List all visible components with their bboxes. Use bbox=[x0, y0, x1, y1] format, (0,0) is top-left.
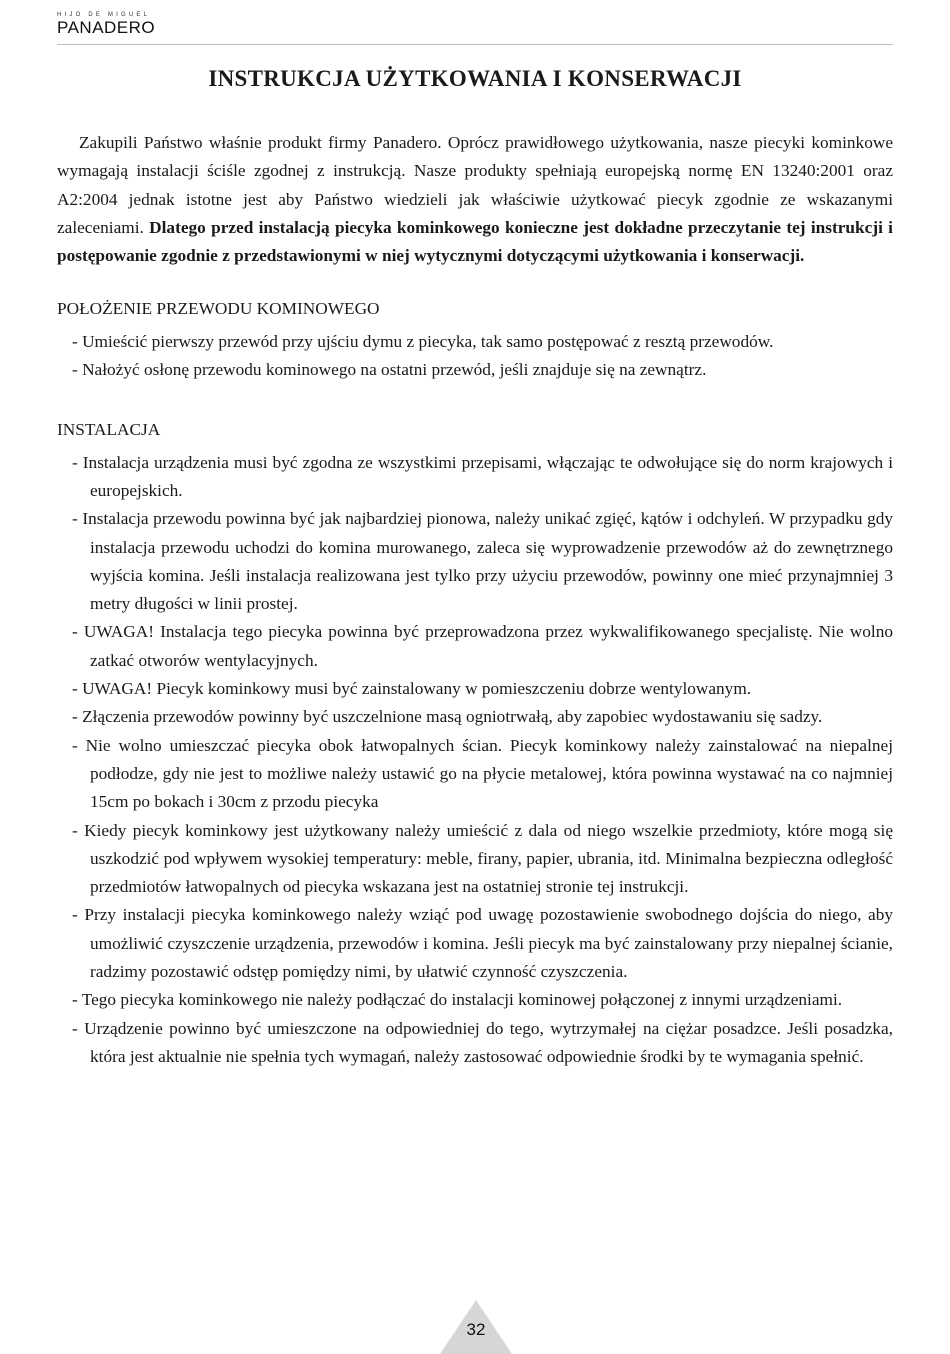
list-item: - Instalacja urządzenia musi być zgodna ze wszystkimi przepisami, włączając te odwołujące się do norm krajowych i europejskich. bbox=[72, 452, 893, 500]
intro-bold-text: Dlatego przed instalacją piecyka kominkowego konieczne jest dokładne przeczytanie tej instrukcji i postępowanie zgodnie z przedstawionymi w niej wytycznymi dotyczącymi użytkowania i konserwacji. bbox=[57, 217, 893, 266]
list-item: - Urządzenie powinno być umieszczone na odpowiedniej do tego, wytrzymałej na ciężar posadzce. Jeśli posadzka, która jest aktualnie nie spełnia tych wymagań, należy zastosować odpowiednie środki by te wymagania spełnić. bbox=[72, 1018, 893, 1066]
intro-paragraph bbox=[57, 129, 893, 270]
page-number: 32 bbox=[466, 1320, 486, 1339]
list-item: - UWAGA! Instalacja tego piecyka powinna być przeprowadzona przez wykwalifikowanego specjalistę. Nie wolno zatkać otworów wentylacyjnych. bbox=[72, 622, 893, 670]
intro-text: Zakupili Państwo właśnie produkt firmy Panadero. Oprócz prawidłowego użytkowania, nasze piecyki kominkowe wymagają instalacji ściśle zgodnej z instrukcją. Nasze produkty spełniają europejską normę EN 13240:2001 oraz A2:2004 jednak istotne jest aby Państwo wiedzieli jak właściwie użytkować piecyk zgodnie ze wskazanymi zaleceniami. bbox=[57, 133, 893, 237]
list-item: - Złączenia przewodów powinny być uszczelnione masą ogniotrwałą, aby zapobiec wydostawaniu się sadzy. bbox=[72, 707, 823, 727]
installation-list bbox=[57, 449, 893, 1072]
logo-tagline: HIJO DE MIGUEL bbox=[57, 12, 151, 18]
brand-logo bbox=[57, 12, 177, 37]
logo-wordmark: PANADERO bbox=[57, 18, 156, 37]
header-divider bbox=[57, 44, 893, 45]
list-item: - Nałożyć osłonę przewodu kominowego na ostatni przewód, jeśli znajduje się na zewnątrz. bbox=[72, 360, 707, 380]
section-heading-chimney: POŁOŻENIE PRZEWODU KOMINOWEGO bbox=[57, 299, 380, 319]
document-body bbox=[57, 129, 893, 1071]
list-item: - Kiedy piecyk kominkowy jest użytkowany należy umieścić z dala od niego wszelkie przedmioty, które mogą się uszkodzić pod wpływem wysokiej temperatury: meble, firany, papier, ubrania, itd. Minimalna bezpieczna odległość przedmiotów łatwopalnych od piecyka wskazana jest na ostatniej stronie tej instrukcji. bbox=[72, 820, 893, 897]
page-title: INSTRUKCJA UŻYTKOWANIA I KONSERWACJI bbox=[208, 66, 742, 91]
list-item: - Tego piecyka kominkowego nie należy podłączać do instalacji kominowej połączonej z innymi urządzeniami. bbox=[72, 990, 843, 1010]
section-heading-installation: INSTALACJA bbox=[57, 420, 161, 440]
list-item: - UWAGA! Piecyk kominkowy musi być zainstalowany w pomieszczeniu dobrze wentylowanym. bbox=[72, 679, 752, 699]
list-item: - Umieścić pierwszy przewód przy ujściu dymu z piecyka, tak samo postępować z resztą przewodów. bbox=[72, 331, 774, 351]
list-item: - Instalacja przewodu powinna być jak najbardziej pionowa, należy unikać zgięć, kątów i odchyleń. W przypadku gdy instalacja przewodu uchodzi do komina murowanego, zaleca się wyprowadzenie przewodów aż do zewnętrznego wyjścia komina. Jeśli instalacja realizowana jest tylko przy użyciu przewodów, powinny one mieć przynajmniej 3 metry długości w linii prostej. bbox=[72, 509, 893, 614]
page-footer bbox=[440, 1300, 512, 1354]
chimney-list bbox=[57, 328, 893, 385]
list-item: - Przy instalacji piecyka kominkowego należy wziąć pod uwagę pozostawienie swobodnego dojścia do niego, aby umożliwić czyszczenie urządzenia, przewodów i komina. Jeśli piecyk ma być zainstalowany przy niepalnej ścianie, radzimy pozostawić odstęp pomiędzy nimi, by ułatwić czynność czyszczenia. bbox=[72, 905, 893, 982]
list-item: - Nie wolno umieszczać piecyka obok łatwopalnych ścian. Piecyk kominkowy należy zainstalować na niepalnej podłodze, gdy nie jest to możliwe należy ustawić go na płycie metalowej, która powinna wystawać na co najmniej 15cm po bokach i 30cm z przodu piecyka bbox=[72, 735, 893, 812]
